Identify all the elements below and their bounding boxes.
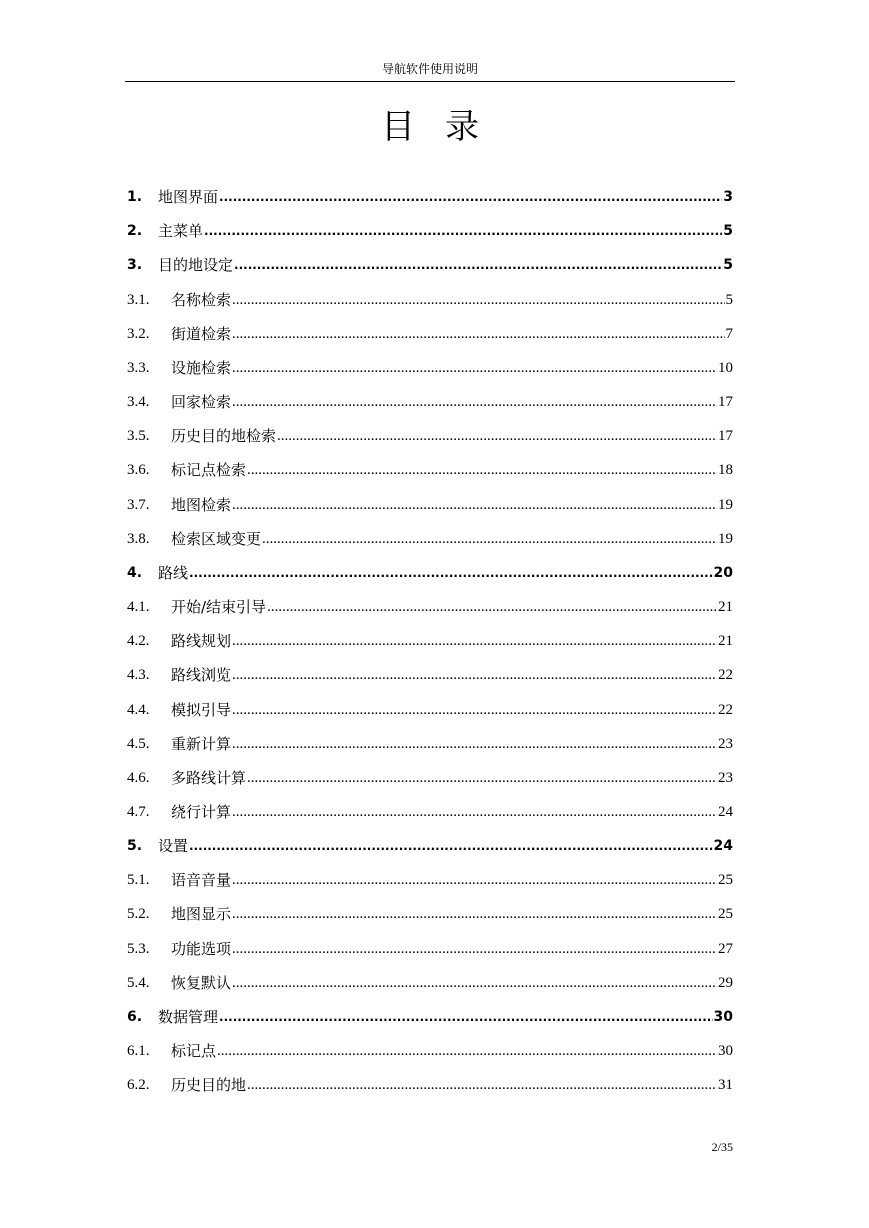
toc-entry-title: 设施检索 [171, 358, 232, 377]
toc-entry-title: 标记点 [171, 1042, 217, 1061]
toc-entry-number: 5. [127, 838, 143, 855]
toc-entry[interactable] [125, 856, 733, 890]
toc-dot-leader [232, 973, 717, 993]
toc-dot-leader [262, 529, 717, 549]
toc-entry[interactable] [125, 788, 733, 822]
running-header: 导航软件使用说明 [381, 62, 478, 76]
toc-entry-page: 22 [718, 701, 733, 718]
toc-entry-page: 23 [718, 769, 733, 786]
toc-dot-leader [232, 870, 717, 890]
toc-dot-leader [232, 700, 717, 720]
toc-entry-page: 21 [718, 599, 733, 616]
toc-entry[interactable] [125, 412, 733, 446]
toc-dot-leader [232, 631, 717, 651]
toc-entry[interactable] [125, 378, 733, 412]
toc-dot-leader [247, 460, 717, 480]
toc-entry[interactable] [125, 173, 733, 207]
toc-entry-title: 设置 [158, 837, 189, 856]
toc-entry-page: 27 [718, 940, 733, 957]
toc-entry-number: 4. [127, 564, 143, 581]
toc-entry-number: 1. [127, 189, 143, 206]
toc-entry-page: 20 [713, 564, 733, 581]
toc-entry[interactable] [125, 275, 733, 309]
toc-dot-leader [189, 836, 713, 856]
toc-dot-leader [232, 358, 717, 378]
toc-entry-number: 3.3. [127, 359, 150, 376]
toc-entry-number: 3.8. [127, 530, 150, 547]
toc-entry-number: 5.4. [127, 974, 150, 991]
toc-entry-page: 3 [723, 189, 733, 206]
toc-entry-title: 地图显示 [171, 905, 232, 924]
toc-entry-page: 30 [718, 1043, 733, 1060]
toc-dot-leader [204, 221, 722, 241]
toc-dot-leader [219, 187, 722, 207]
toc-dot-leader [277, 426, 717, 446]
toc-entry-page: 18 [718, 462, 733, 479]
toc-entry-page: 22 [718, 667, 733, 684]
page-title: 目录 [381, 107, 509, 147]
header-rule [125, 81, 735, 82]
toc-entry-title: 目的地设定 [158, 256, 234, 275]
toc-dot-leader [232, 665, 717, 685]
toc-entry[interactable] [125, 1061, 733, 1095]
toc-entry[interactable] [125, 720, 733, 754]
toc-entry-number: 4.3. [127, 667, 150, 684]
toc-entry-number: 4.6. [127, 769, 150, 786]
toc-entry-title: 街道检索 [171, 324, 232, 343]
toc-entry[interactable] [125, 890, 733, 924]
toc-entry[interactable] [125, 754, 733, 788]
toc-entry-number: 3.1. [127, 291, 150, 308]
toc-entry-number: 6.1. [127, 1043, 150, 1060]
toc-dot-leader [234, 255, 722, 275]
toc-entry-title: 路线 [158, 563, 189, 582]
toc-entry-title: 回家检索 [171, 393, 232, 412]
toc-entry-number: 6. [127, 1008, 143, 1025]
toc-entry[interactable] [125, 549, 733, 583]
toc-entry-number: 5.3. [127, 940, 150, 957]
toc-entry-title: 数据管理 [158, 1007, 219, 1026]
toc-dot-leader [232, 324, 724, 344]
toc-entry-number: 5.2. [127, 906, 150, 923]
toc-dot-leader [232, 802, 717, 822]
toc-entry-number: 6.2. [127, 1077, 150, 1094]
toc-entry[interactable] [125, 583, 733, 617]
toc-dot-leader [247, 768, 717, 788]
toc-entry[interactable] [125, 651, 733, 685]
toc-entry-page: 17 [718, 428, 733, 445]
table-of-contents [125, 173, 733, 1095]
toc-entry-number: 3.5. [127, 428, 150, 445]
toc-entry-number: 4.5. [127, 735, 150, 752]
toc-entry-page: 19 [718, 530, 733, 547]
toc-entry-number: 4.7. [127, 803, 150, 820]
toc-dot-leader [232, 939, 717, 959]
toc-entry-page: 24 [718, 803, 733, 820]
toc-entry[interactable] [125, 993, 733, 1027]
toc-entry-number: 3. [127, 257, 143, 274]
toc-entry-title: 功能选项 [171, 939, 232, 958]
toc-entry-page: 5 [723, 257, 733, 274]
toc-entry-page: 29 [718, 974, 733, 991]
toc-entry[interactable] [125, 241, 733, 275]
toc-entry[interactable] [125, 310, 733, 344]
toc-entry[interactable] [125, 924, 733, 958]
toc-dot-leader [232, 392, 717, 412]
toc-entry-title: 历史目的地 [171, 1076, 247, 1095]
toc-entry[interactable] [125, 515, 733, 549]
toc-entry-page: 31 [718, 1077, 733, 1094]
toc-entry-number: 2. [127, 223, 143, 240]
toc-entry-title: 标记点检索 [171, 461, 247, 480]
toc-entry-number: 3.2. [127, 325, 150, 342]
page-number: 2/35 [711, 1140, 733, 1154]
toc-entry-title: 恢复默认 [171, 973, 232, 992]
toc-entry-title: 地图检索 [171, 495, 232, 514]
toc-entry[interactable] [125, 1027, 733, 1061]
toc-entry-title: 多路线计算 [171, 768, 247, 787]
toc-entry-title: 语音音量 [171, 871, 232, 890]
toc-dot-leader [232, 904, 717, 924]
toc-dot-leader [247, 1075, 717, 1095]
toc-entry-page: 5 [723, 223, 733, 240]
toc-entry-number: 4.1. [127, 599, 150, 616]
toc-entry-page: 7 [725, 325, 733, 342]
toc-entry[interactable] [125, 207, 733, 241]
toc-entry-number: 3.6. [127, 462, 150, 479]
toc-entry-title: 开始/结束引导 [171, 598, 267, 617]
toc-entry-page: 21 [718, 633, 733, 650]
toc-entry-title: 地图界面 [158, 188, 219, 207]
toc-entry-title: 检索区域变更 [171, 529, 262, 548]
toc-entry-number: 4.2. [127, 633, 150, 650]
toc-entry-page: 19 [718, 496, 733, 513]
toc-entry-page: 5 [725, 291, 733, 308]
toc-entry[interactable] [125, 822, 733, 856]
toc-entry[interactable] [125, 344, 733, 378]
toc-entry-title: 绕行计算 [171, 802, 232, 821]
toc-entry-page: 25 [718, 906, 733, 923]
toc-dot-leader [217, 1041, 717, 1061]
toc-entry[interactable] [125, 617, 733, 651]
toc-entry-title: 路线浏览 [171, 666, 232, 685]
toc-dot-leader [189, 563, 713, 583]
toc-entry[interactable] [125, 959, 733, 993]
toc-dot-leader [267, 597, 717, 617]
toc-entry-title: 模拟引导 [171, 700, 232, 719]
toc-entry-number: 3.7. [127, 496, 150, 513]
toc-entry-page: 25 [718, 872, 733, 889]
toc-entry-title: 历史目的地检索 [171, 427, 277, 446]
toc-entry-number: 3.4. [127, 394, 150, 411]
toc-entry-page: 24 [713, 838, 733, 855]
toc-dot-leader [232, 290, 724, 310]
toc-entry-number: 4.4. [127, 701, 150, 718]
toc-entry-page: 10 [718, 359, 733, 376]
toc-entry-number: 5.1. [127, 872, 150, 889]
toc-entry-title: 主菜单 [158, 222, 204, 241]
toc-dot-leader [232, 734, 717, 754]
toc-entry-title: 重新计算 [171, 734, 232, 753]
toc-dot-leader [232, 495, 717, 515]
toc-dot-leader [219, 1007, 713, 1027]
toc-entry[interactable] [125, 685, 733, 719]
toc-entry-title: 名称检索 [171, 290, 232, 309]
toc-entry[interactable] [125, 446, 733, 480]
toc-entry-page: 30 [713, 1008, 733, 1025]
toc-entry-page: 23 [718, 735, 733, 752]
toc-entry-page: 17 [718, 394, 733, 411]
toc-entry-title: 路线规划 [171, 632, 232, 651]
toc-entry[interactable] [125, 480, 733, 514]
